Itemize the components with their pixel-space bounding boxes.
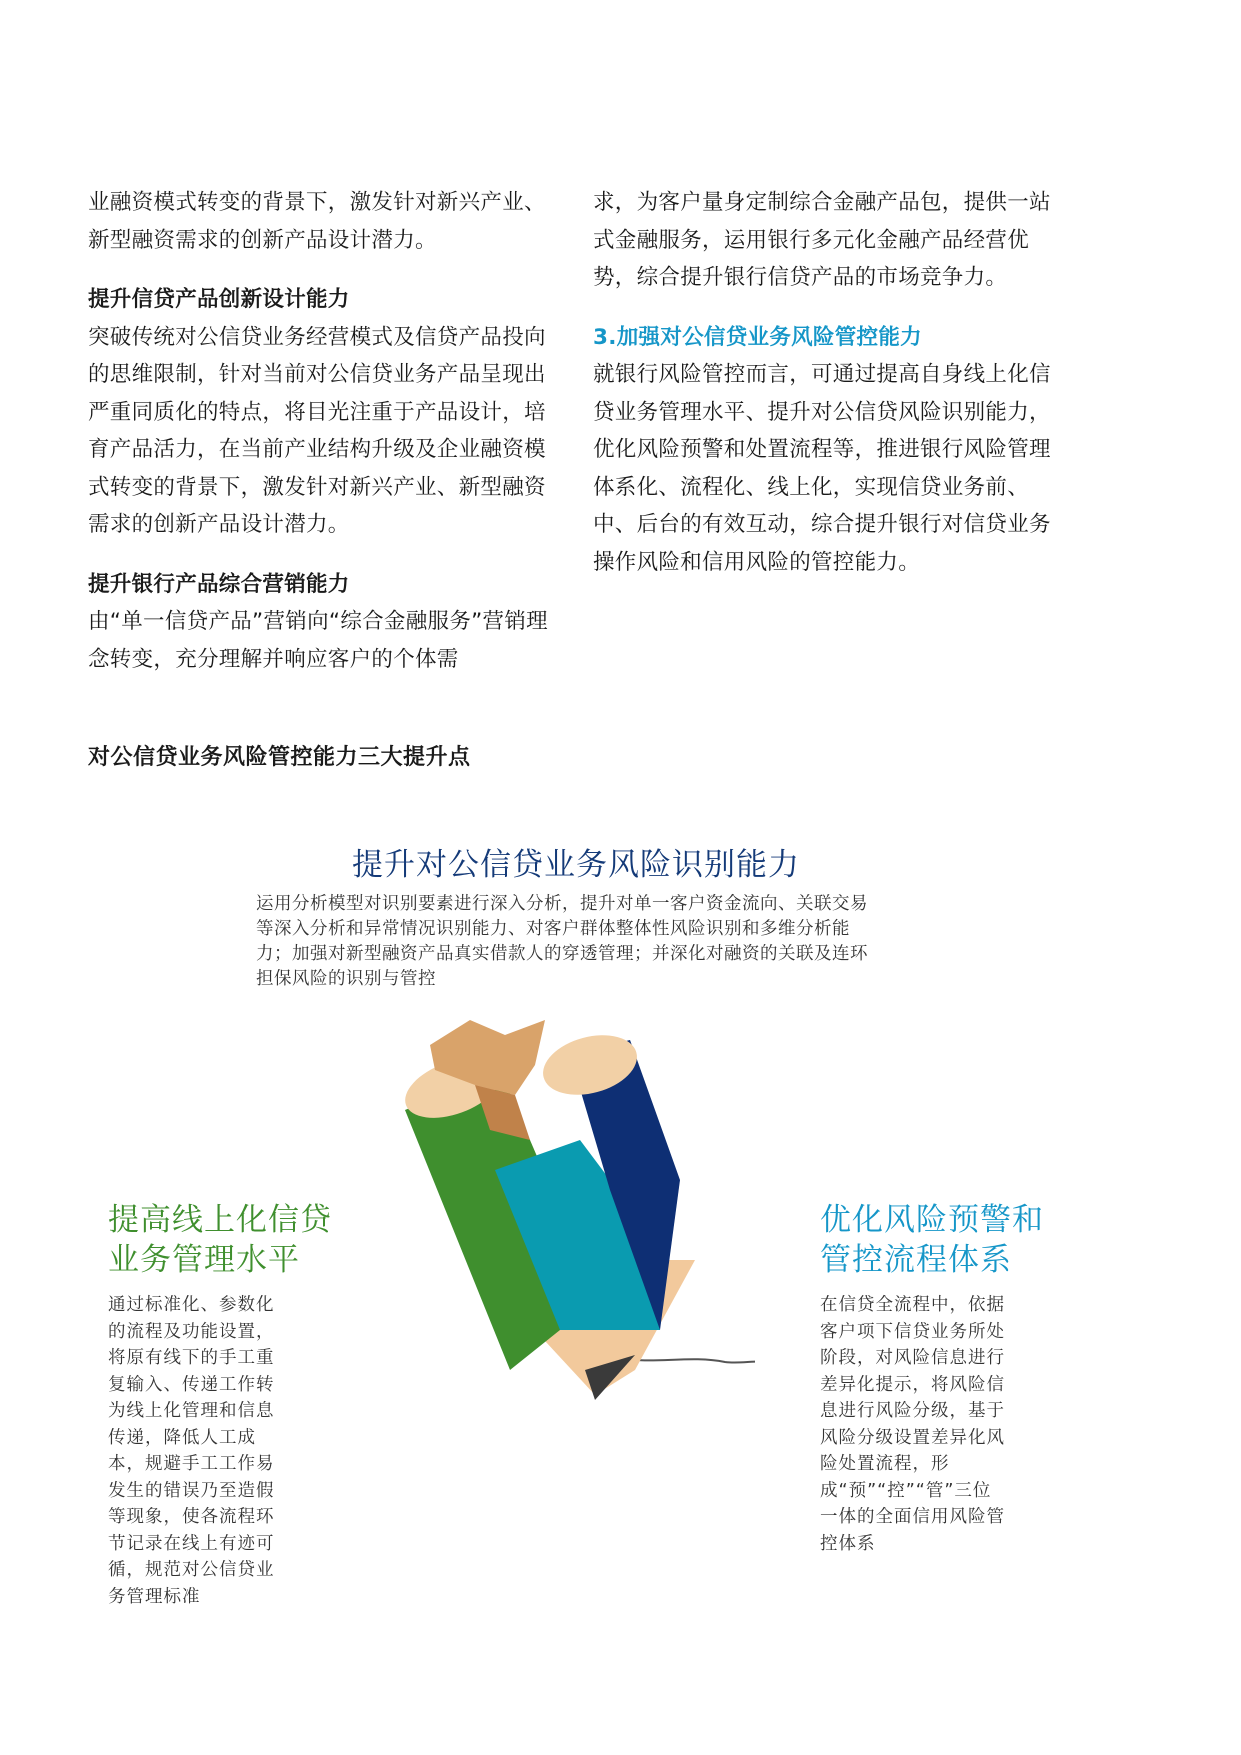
figure-section-title: 对公信贷业务风险管控能力三大提升点 [88,745,471,770]
figure-left-title [108,1200,332,1280]
figure-left-title-line1: 提高线上化信贷 [108,1202,332,1238]
paragraph-credit-product-innovation: 突破传统对公信贷业务经营模式及信贷产品投向的思维限制，针对当前对公信贷业务产品呈现出严重同质化的特点，将目光注重于产品设计，培育产品活力，在当前产业结构升级及企业融资模式转变的背景下，激发针对新兴产业、新型融资需求的创新产品设计潜力。 [88,324,546,537]
figure-left-title-line2: 业务管理水平 [108,1242,300,1278]
figure-right-description [820,1292,1006,1557]
heading-integrated-marketing: 提升银行产品综合营销能力 [88,571,350,597]
figure-right-title-line2: 管控流程体系 [820,1242,1012,1278]
right-column [593,184,1059,581]
figure-top-title: 提升对公信贷业务风险识别能力 [352,847,800,883]
pencil-illustration [395,1010,755,1430]
scribble-line [635,1359,755,1362]
heading-risk-control: 3.加强对公信贷业务风险管控能力 [593,324,922,350]
paragraph-integrated-marketing: 由“单一信贷产品”营销向“综合金融服务”营销理念转变，充分理解并响应客户的个体需 [88,609,548,672]
figure-left-description [108,1292,286,1610]
left-column [88,184,556,678]
right-intro-paragraph: 求，为客户量身定制综合金融产品包，提供一站式金融服务，运用银行多元化金融产品经营优势，综合提升银行信贷产品的市场竞争力。 [593,190,1051,290]
paragraph-risk-control: 就银行风险管控而言，可通过提高自身线上化信贷业务管理水平、提升对公信贷风险识别能力，优化风险预警和处置流程等，推进银行风险管理体系化、流程化、线上化，实现信贷业务前、中、后台的有效互动，综合提升银行对信贷业务操作风险和信用风险的管控能力。 [593,362,1051,575]
heading-credit-product-innovation: 提升信贷产品创新设计能力 [88,287,350,312]
figure-right-title [820,1200,1044,1280]
figure-top-desc-text: 运用分析模型对识别要素进行深入分析，提升对单一客户资金流向、关联交易等深入分析和异常情况识别能力、对客户群体整体性风险识别和多维分析能力；加强对新型融资产品真实借款人的穿透管理；并深化对融资的关联及连环担保风险的识别与管控 [256,894,868,989]
figure-right-desc-text: 在信贷全流程中，依据客户项下信贷业务所处阶段，对风险信息进行差异化提示，将风险信息进行风险分级，基于风险分级设置差异化风险处置流程，形成“预”“控”“管”三位一体的全面信用风险管控体系 [820,1295,1005,1554]
figure-right-title-line1: 优化风险预警和 [820,1202,1044,1238]
figure-top-description [256,892,876,992]
left-intro-paragraph: 业融资模式转变的背景下，激发针对新兴产业、新型融资需求的创新产品设计潜力。 [88,190,546,253]
figure-left-desc-text: 通过标准化、参数化的流程及功能设置，将原有线下的手工重复输入、传递工作转为线上化管理和信息传递，降低人工成本，规避手工工作易发生的错误乃至造假等现象，使各流程环节记录在线上有迹可循，规范对公信贷业务管理标准 [108,1295,275,1607]
